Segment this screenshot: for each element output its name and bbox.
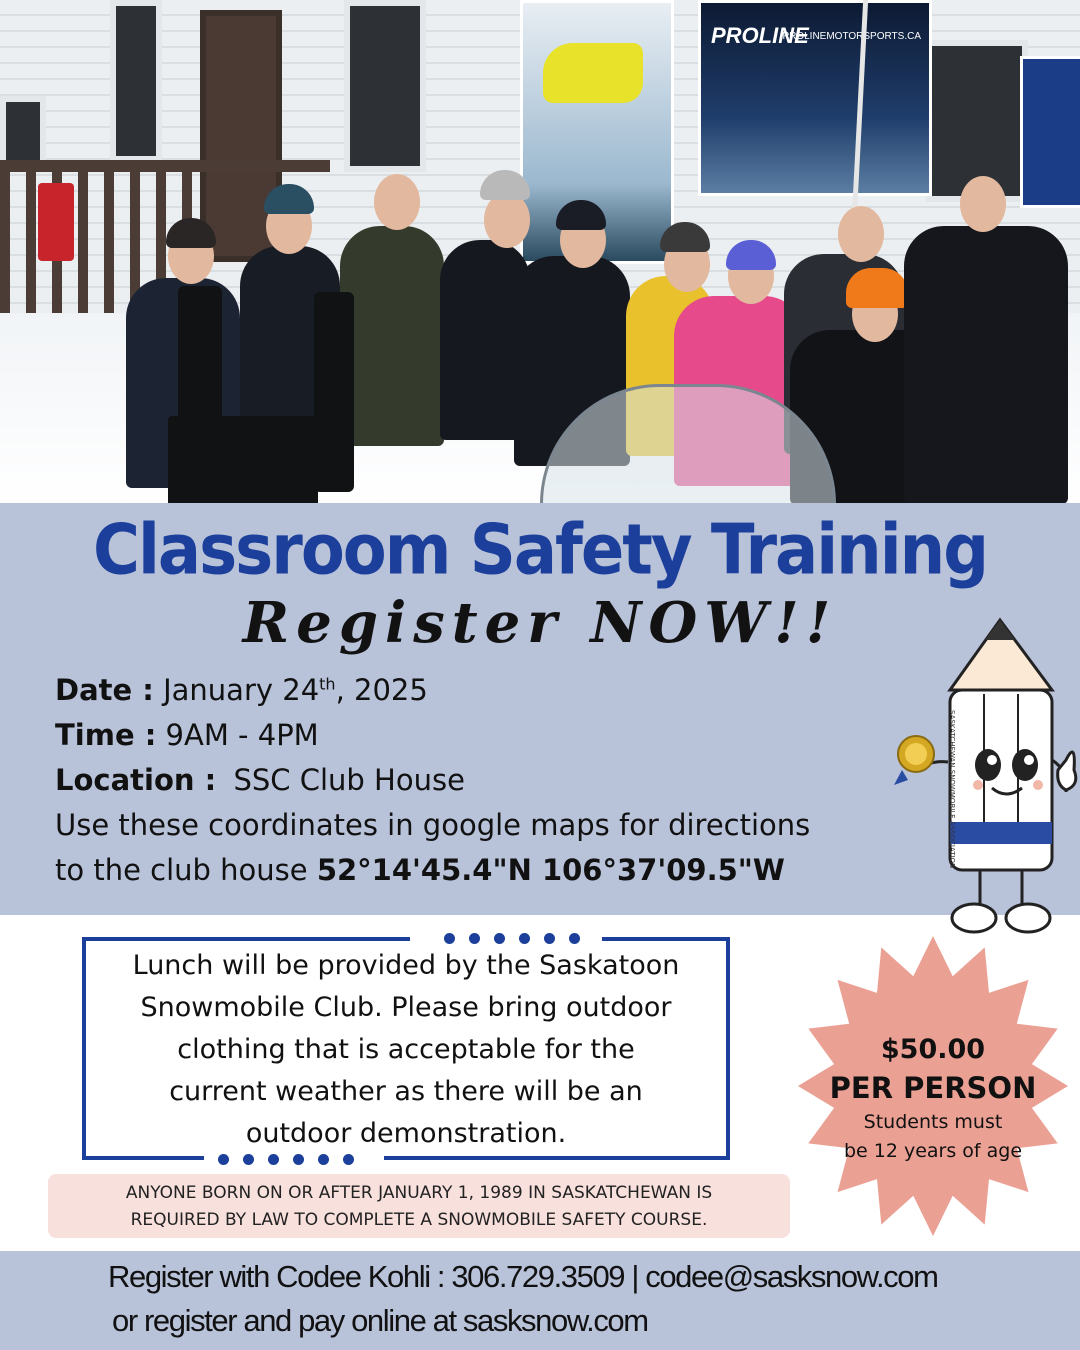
- date-value: January 24th, 2025: [163, 673, 428, 707]
- price-amount: $50.00: [880, 1034, 986, 1065]
- mailbox: [38, 183, 74, 261]
- coordinates: 52°14'45.4"N 106°37'09.5"W: [316, 853, 785, 887]
- lunch-text: [90, 945, 722, 1155]
- date-row: [55, 668, 955, 713]
- age-note: be 12 years of age: [843, 1140, 1023, 1162]
- time-row: [55, 713, 955, 758]
- page-title: Classroom Safety Training: [92, 511, 988, 591]
- person-hat: [846, 268, 908, 308]
- proline-poster: [698, 0, 932, 196]
- person-head: [960, 176, 1006, 232]
- time-label: Time :: [55, 718, 157, 752]
- deck-rail: [0, 160, 330, 172]
- poster-brand: PROLINE: [711, 23, 809, 48]
- exhaust-post: [314, 292, 354, 492]
- building-window: [0, 96, 46, 168]
- lunch-line: Lunch will be provided by the Saskatoon: [132, 950, 680, 981]
- time-value: 9AM - 4PM: [165, 718, 319, 752]
- date-label: Date :: [55, 673, 154, 707]
- directions-line: Use these coordinates in google maps for directions: [55, 808, 811, 842]
- poster-url: PROLINEMOTORSPORTS.CA: [782, 31, 921, 42]
- price-per-person: PER PERSON: [829, 1071, 1037, 1105]
- building-window: [110, 0, 162, 162]
- location-row: [55, 758, 955, 803]
- location-label: Location :: [55, 763, 217, 797]
- group-photo: [0, 0, 1080, 503]
- building-window: [344, 0, 426, 172]
- person: [904, 226, 1068, 503]
- law-notice-line: REQUIRED BY LAW TO COMPLETE A SNOWMOBILE SAFETY COURSE.: [130, 1210, 708, 1230]
- person-head: [484, 192, 530, 248]
- person: [340, 226, 444, 446]
- price-badge: [820, 1032, 1046, 1166]
- contact-line: Register with Codee Kohli : 306.729.3509 | codee@sasksnow.com: [108, 1259, 938, 1294]
- lunch-line: outdoor demonstration.: [245, 1118, 567, 1149]
- law-notice-text: [48, 1180, 790, 1234]
- directions-line: to the club house 52°14'45.4"N 106°37'09.5"W: [55, 853, 785, 887]
- pencil-mascot-icon: [880, 610, 1080, 940]
- register-now-heading: Register NOW!!: [242, 590, 838, 656]
- location-value: SSC Club House: [233, 763, 465, 797]
- lunch-line: current weather as there will be an: [169, 1076, 643, 1107]
- mascot-side-text: SASKATCHEWAN SNOWMOBILE ASSOCIATION: [948, 710, 956, 869]
- person-head: [374, 174, 420, 230]
- lunch-line: clothing that is acceptable for the: [177, 1034, 635, 1065]
- law-notice-line: ANYONE BORN ON OR AFTER JANUARY 1, 1989 IN SASKATCHEWAN IS: [125, 1183, 713, 1203]
- online-register-line: or register and pay online at sasksnow.com: [112, 1303, 648, 1338]
- age-note: Students must: [863, 1111, 1003, 1133]
- display-stand: [168, 416, 318, 503]
- decorative-dots: [444, 933, 580, 944]
- event-details: [55, 668, 955, 893]
- lunch-line: Snowmobile Club. Please bring outdoor: [140, 992, 672, 1023]
- person-head: [838, 206, 884, 262]
- association-poster: [1020, 56, 1080, 208]
- decorative-dots: [218, 1154, 354, 1165]
